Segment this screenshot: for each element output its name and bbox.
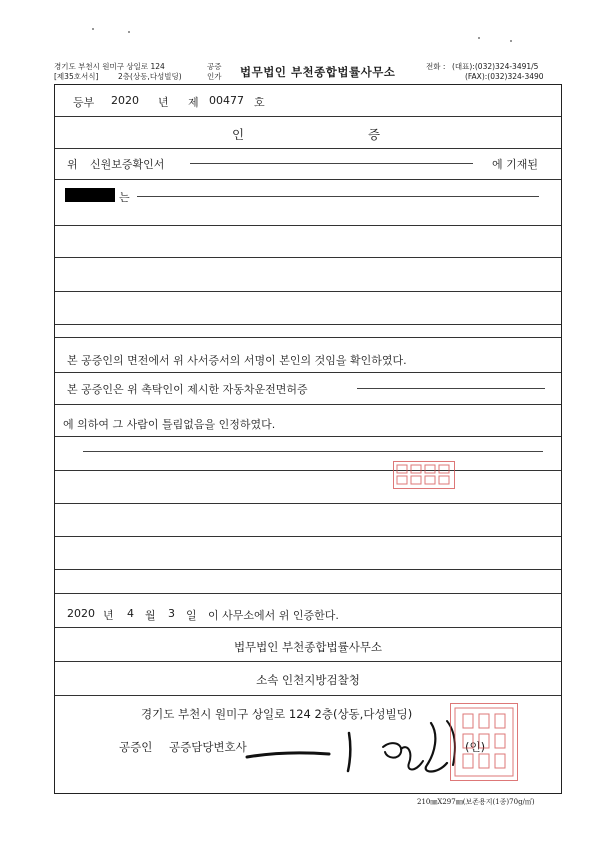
seal-pattern-icon [451,704,517,780]
date-month: 4 [127,607,134,620]
office-name: 법무법인 부천종합법률사무소 [233,640,383,654]
office-affiliation: 소속 인천지방검찰청 [256,673,360,687]
header-gongjeung: 공증 [207,62,222,71]
registration-prefix: 등부 [73,96,95,109]
verification-stamp [393,461,455,489]
divider [55,372,561,373]
scan-dot [92,28,94,30]
ruled-line [55,470,561,471]
ruled-line [55,503,561,504]
divider [55,627,561,628]
title-char-in: 인 [232,127,245,142]
header-address-line2: 2층(상동,다성빌딩) [118,72,182,81]
ruled-line [55,291,561,292]
header-office-title: 법무법인 부천종합법률사무소 [240,65,396,79]
registration-no-label: 제 [188,96,199,109]
date-month-unit: 월 [145,609,156,622]
divider [55,436,561,437]
divider [55,148,561,149]
date-year: 2020 [67,607,95,620]
notary-role: 공증인 [119,740,153,754]
divider [55,116,561,117]
scan-dot [128,31,130,33]
scan-dot [510,40,512,42]
statement-identity-verified: 에 의하여 그 사람이 틀림없음을 인정하였다. [63,418,276,431]
seal-mark: (인) [465,740,486,754]
header-address-line1: 경기도 부천시 원미구 상일로 124 [54,62,165,71]
fill-line [137,196,539,197]
registration-year: 2020 [111,94,139,107]
scan-dot [478,37,480,39]
registration-no-unit: 호 [254,96,265,109]
divider [55,695,561,696]
notary-title: 공증담당변호사 [169,740,247,754]
ruled-line [55,536,561,537]
header-phone-main: (대표):(032)324-3491/5 [452,62,539,71]
registration-number: 00477 [209,94,244,107]
handwritten-signature [241,705,471,781]
ruled-line [55,569,561,570]
ruled-line [55,257,561,258]
header-inga: 인가 [207,72,222,81]
header-phone-label: 전화 : [426,62,446,71]
office-address: 경기도 부천시 원미구 상일로 124 2층(상동,다성빌딩) [141,707,413,721]
header-form-number: [제35호서식] [54,72,99,81]
ruled-line [83,451,543,452]
statement-id-presented: 본 공증인은 위 촉탁인이 제시한 자동차운전면허증 [67,383,308,396]
date-suffix: 이 사무소에서 위 인증한다. [208,609,339,622]
title-char-jeung: 증 [368,127,381,142]
ruled-line [55,593,561,594]
divider [55,179,561,180]
date-day-unit: 일 [186,609,197,622]
document-line-suffix: 에 기재된 [492,158,539,171]
document-line-prefix: 위 [67,158,78,171]
statement-signature-confirmation: 본 공증인의 면전에서 위 사서증서의 서명이 본인의 것임을 확인하였다. [67,354,407,367]
ruled-line [55,225,561,226]
stamp-pattern-icon [394,462,454,488]
redacted-name-block [65,188,115,202]
notarial-certificate-form [54,84,562,794]
paper-spec: 210㎜X297㎜(보존용지(1종)70g/㎡) [417,798,535,806]
official-seal [450,703,518,781]
document-name: 신원보증확인서 [90,158,165,171]
date-year-unit: 년 [103,609,114,622]
registration-year-unit: 년 [158,96,169,109]
date-day: 3 [168,607,175,620]
ruled-line [55,324,561,325]
person-particle: 는 [119,191,130,204]
fill-line [190,163,473,164]
ruled-line [55,337,561,338]
fill-line [357,388,545,389]
divider [55,404,561,405]
header-phone-fax: (FAX):(032)324-3490 [465,72,544,81]
divider [55,661,561,662]
